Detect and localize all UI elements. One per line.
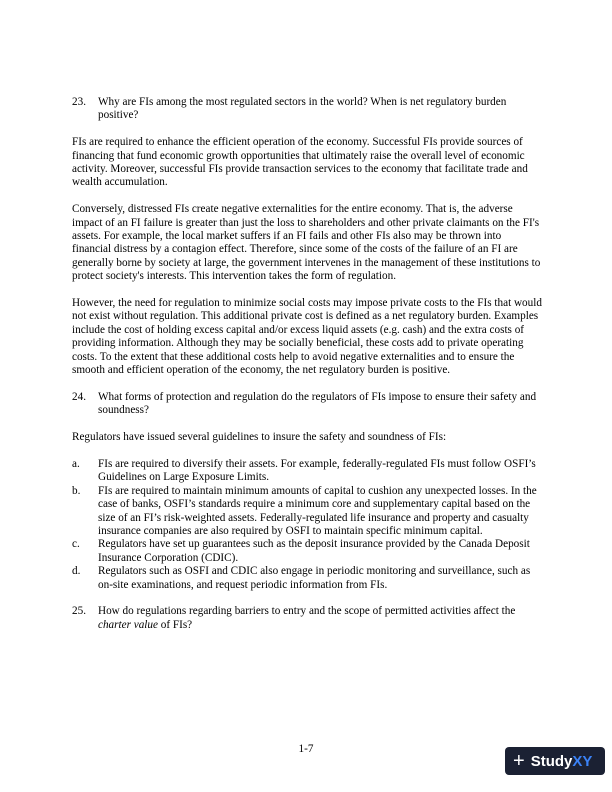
question-text-part: of FIs? [157, 618, 193, 631]
question-number: 23. [72, 96, 86, 108]
question-text: Why are FIs among the most regulated sectors in the world? When is net regulatory burden positive? [98, 96, 507, 122]
answer-paragraph-2: Conversely, distressed FIs create negative externalities for the entire economy. That is, the adverse impact of an FI failure is greater than just the loss to shareholders and other private claimants on the FI's assets. For example, the local market suffers if an FI fails and other FIs also may be thrown into financial distress by a contagion effect. Therefore, since some of the costs of the failure of an FI are generally borne by society at large, the government intervenes in the management of these institutions to protect society's interests. This intervention takes the form of regulation. [72, 203, 541, 283]
list-item-text: Regulators such as OSFI and CDIC also engage in periodic monitoring and surveillance, such as on-site examinations, and request periodic information from FIs. [98, 565, 531, 591]
question-23 [72, 96, 542, 123]
page-number: 1-7 [298, 743, 314, 755]
list-marker: a. [72, 457, 80, 470]
list-marker: c. [72, 538, 80, 551]
document-body [72, 96, 542, 632]
question-emphasis: charter value [98, 618, 158, 631]
answer-intro: Regulators have issued several guidelines to insure the safety and soundness of FIs: [72, 431, 447, 444]
question-text [98, 605, 515, 630]
list-item [72, 458, 542, 485]
list-item-text: Regulators have set up guarantees such as the deposit insurance provided by the Canada Deposit Insurance Corporation (CDIC). [98, 538, 530, 564]
answer-paragraph-1: FIs are required to enhance the efficient operation of the economy. Successful FIs provide sources of financing that fund economic growth opportunities that ultimately raise the overall level of economic activity. Moreover, successful FIs provide transaction services to the economy that facilitate trade and wealth accumulation. [72, 136, 528, 189]
list-item [72, 565, 542, 592]
question-text: What forms of protection and regulation do the regulators of FIs impose to ensure their safety and soundness? [98, 390, 537, 417]
question-number: 25. [72, 605, 86, 618]
question-24 [72, 391, 542, 418]
question-25 [72, 605, 542, 632]
list-marker: b. [72, 484, 81, 497]
answer-paragraph-3: However, the need for regulation to minimize social costs may impose private costs to the FIs that would not exist without regulation. This additional private cost is defined as a net regulatory burden. Examples include the cost of holding excess capital and/or excess liquid assets (e.g. cash) and the extra costs of providing information. Although they may be socially beneficial, these costs add to private operating costs. To the extent that these additional costs help to avoid negative externalities and to ensure the smooth and efficient operation of the economy, the net regulatory burden is positive. [72, 297, 542, 377]
list-item-text: FIs are required to diversify their assets. For example, federally-regulated FIs must follow OSFI’s Guidelines on Large Exposure Limits. [98, 457, 536, 484]
list-item [72, 538, 542, 565]
question-number: 24. [72, 390, 86, 403]
brand-name-part: Study [530, 752, 573, 770]
list-item [72, 485, 542, 539]
list-item-text: FIs are required to maintain minimum amounts of capital to cushion any unexpected losses. In the case of banks, OSFI’s standards require a minimum core and supplementary capital based on the size of an FI’s risk-weighted assets. Federally-regulated life insurance and property and casualty insurance companies are also required by OSFI to maintain specific minimum capital. [98, 484, 537, 537]
list-marker: d. [72, 565, 81, 578]
studyxy-badge[interactable] [505, 747, 605, 775]
plus-icon: + [513, 750, 525, 772]
question-text-part: How do regulations regarding barriers to entry and the scope of permitted activities affect the [98, 605, 516, 618]
brand-name-accent: XY [572, 752, 593, 770]
